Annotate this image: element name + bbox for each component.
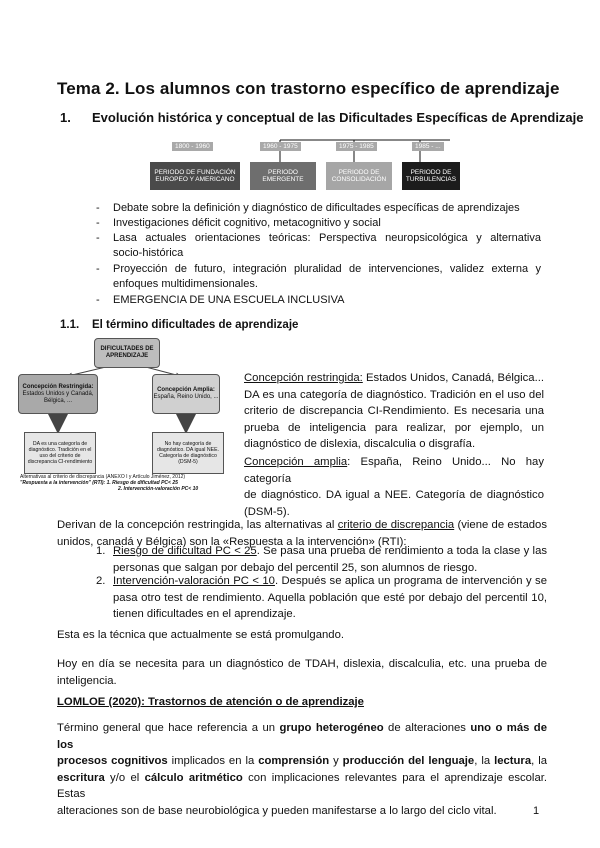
lomloe-heading: LOMLOE (2020): Trastornos de atención o de aprendizaje	[57, 696, 364, 708]
section-1-1-title: El término dificultades de aprendizaje	[92, 319, 299, 331]
period-box-2: PERIODO EMERGENTE	[250, 162, 316, 190]
bullet-2: Investigaciones déficit cognitivo, metacognitivo y social	[113, 217, 381, 229]
tecnica-paragraph: Esta es la técnica que actualmente se está promulgando.	[57, 629, 344, 641]
list-item-1-line-1: . Se pasa una prueba de rendimiento a toda la clase y las	[256, 545, 547, 557]
diagram-right-bottom-box: No hay categoría de diagnóstico. DA igual NEE. Categoría de diagnóstico (DSM-5)	[152, 432, 224, 474]
restringida-line-4: prueba de inteligencia para realizar, por ejemplo, un	[244, 421, 544, 434]
bullet-marker: -	[96, 232, 100, 244]
diagram-left-sub: Estados Unidos y Canadá, Bélgica, ...	[22, 390, 94, 404]
criterio-link: criterio de discrepancia	[337, 519, 455, 531]
timeline-years-4: 1985 - ...	[412, 142, 444, 151]
period-box-3: PERIODO DE CONSOLIDACIÓN	[326, 162, 392, 190]
bullet-marker: -	[96, 217, 100, 229]
diagram-note-3: 2. Intervención-valoración PC< 10	[118, 486, 199, 492]
page-title: Tema 2. Los alumnos con trastorno específico de aprendizaje	[57, 79, 560, 98]
list-item-2-line-3: tienen dificultades en el aprendizaje.	[113, 608, 296, 620]
bullet-3-line1: Lasa actuales orientaciones teóricas: Perspectiva neuropsicológica y alternativa	[113, 232, 541, 244]
list-item-2-line-2: pasa otro test de rendimiento. Aquella población que esté por debajo del percentil 10,	[113, 591, 547, 604]
bullet-4-line1: Proyección de futuro, integración pluralidad de intervenciones, validez externa y	[113, 263, 541, 275]
section-1-1-number: 1.1.	[60, 319, 80, 331]
diagram-left-title: Concepción Restringida:	[22, 383, 94, 390]
timeline-figure	[150, 138, 460, 194]
bullet-3-line2: socio-histórica	[113, 247, 184, 259]
list-item-1-label: Riesgo de dificultad PC < 25	[113, 545, 257, 557]
amplia-line-1: : España, Reino Unido... No hay categoría	[244, 456, 544, 485]
period-box-4: PERIODO DE TURBULENCIAS	[402, 162, 460, 190]
amplia-line-3: (DSM-5).	[244, 505, 290, 518]
derivan-line-2: unidos, canadá y Bélgica) son la «Respuesta a la intervención» (RTI):	[57, 535, 407, 548]
diagram-note-1: Alternativas al criterio de discrepancia (ANEXO I y Artículo Jiménez, 2012)	[20, 474, 186, 480]
amplia-label: Concepción amplia	[244, 456, 348, 468]
hoy-line-1: Hoy en día se necesita para un diagnóstico de TDAH, dislexia, discalculia, etc. una prueba de	[57, 658, 547, 670]
derivan-post: (viene de estados	[454, 519, 547, 531]
bullet-5: EMERGENCIA DE UNA ESCUELA INCLUSIVA	[113, 294, 345, 306]
list-item-2	[113, 573, 547, 623]
diagram-right-sub: España, Reino Unido, ...	[153, 394, 219, 400]
list-item-2-line-1: . Después se aplica un programa de intervención y se	[274, 575, 547, 587]
list-item-1-line-2: personas que salgan por debajo del percentil 25, son alumnos de riesgo.	[113, 561, 478, 574]
diagram-right-title: Concepción Amplia:	[157, 387, 215, 393]
list-item-1	[113, 543, 547, 576]
diagram-note-2: "Respuesta a la intervención" (RTI): 1. Riesgo de dificultad PC< 25	[20, 480, 178, 486]
restringida-line-5: diagnóstico de dislexia, discalculia o disgrafía.	[244, 438, 476, 450]
bullet-1: Debate sobre la definición y diagnóstico de dificultades específicas de aprendizajes	[113, 202, 520, 214]
restringida-line-3: criterio de discrepancia CI-Rendimiento. Es necesaria una	[244, 405, 544, 417]
period-box-1: PERIODO DE FUNDACIÓN EUROPEO Y AMERICANO	[150, 162, 240, 190]
section-1-title: Evolución histórica y conceptual de las Dificultades Específicas de Aprendizaje	[92, 110, 584, 125]
list-item-2-number: 2.	[96, 575, 106, 587]
final-paragraph: Término general que hace referencia a un grupo heterogéneo de alteraciones uno o más de los procesos cognitivos implicados en la comprensión y producción del lenguaje, la lectura, la escritura y/o el cálculo aritmético con implicaciones relevantes para el aprendizaje escolar. Estas alteraciones son de base neurobiológica y pueden manifestarse a lo largo del ciclo vital.	[57, 722, 547, 817]
restringida-line-2: DA es una categoría de diagnóstico. Tradición en el uso del	[244, 388, 544, 401]
concept-diagram	[18, 338, 238, 498]
diagram-top-box: DIFICULTADES DE APRENDIZAJE	[94, 338, 160, 368]
amplia-paragraph	[244, 454, 544, 520]
timeline-years-2: 1960 - 1975	[260, 142, 301, 151]
hoy-line-2: inteligencia.	[57, 674, 117, 687]
bullet-marker: -	[96, 202, 100, 214]
diagram-right-box	[152, 374, 220, 414]
diagram-left-box	[18, 374, 98, 414]
list-item-2-label: Intervención-valoración PC < 10	[113, 575, 275, 587]
restringida-paragraph	[244, 370, 544, 453]
amplia-line-2: de diagnóstico. DA igual a NEE. Categoría de diagnóstico	[244, 489, 544, 501]
diagram-left-bottom-box: DA es una categoría de diagnóstico. Tradición en el uso del criterio de discrepancia CI-rendimiento	[24, 432, 96, 474]
timeline-years-1: 1800 - 1960	[172, 142, 213, 151]
page-number: 1	[533, 805, 540, 817]
hoy-paragraph	[57, 656, 547, 689]
list-item-1-number: 1.	[96, 545, 106, 557]
restringida-label: Concepción restringida:	[244, 372, 363, 384]
timeline-years-3: 1975 - 1985	[336, 142, 377, 151]
bullet-marker: -	[96, 263, 100, 275]
restringida-line-1: Estados Unidos, Canadá, Bélgica...	[362, 372, 544, 384]
bullet-marker: -	[96, 294, 100, 306]
bullet-4-line2: enfoques multidimensionales.	[113, 278, 258, 290]
section-1-number: 1.	[60, 110, 71, 125]
derivan-pre: Derivan de la concepción restringida, las alternativas al	[57, 519, 338, 531]
